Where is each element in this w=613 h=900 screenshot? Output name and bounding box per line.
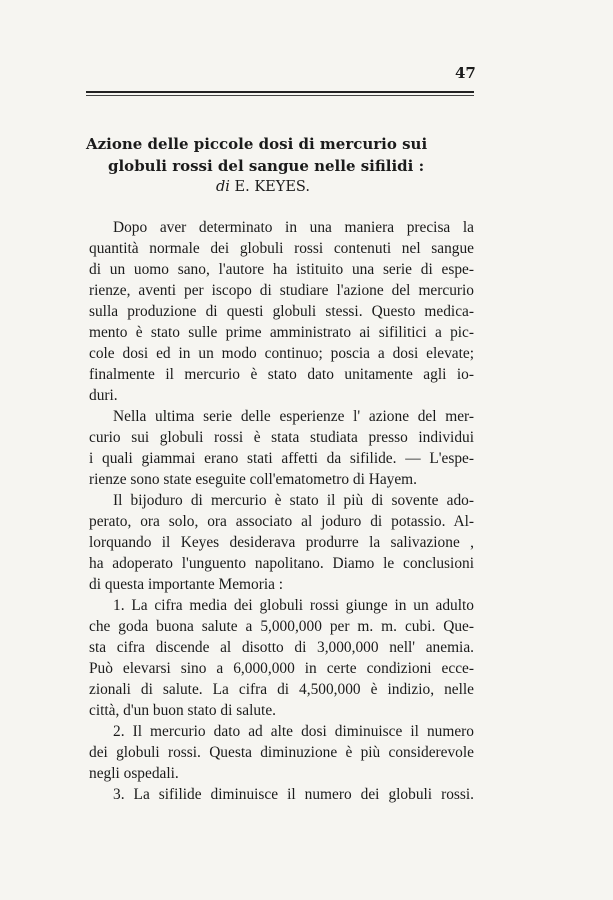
- text-line: Può elevarsi sino a 6,000,000 in certe condizioni ecce-: [89, 660, 474, 677]
- author-prefix: di: [216, 179, 230, 195]
- text-line: Dopo aver determinato in una maniera precisa la: [113, 219, 474, 236]
- text-line: mento è stato sulle prime amministrato ai sifilitici a pic-: [89, 324, 474, 341]
- text-line: i quali giammai erano stati affetti da sifilide. — L'espe-: [89, 450, 474, 467]
- text-line: quantità normale dei globuli rossi contenuti nel sangue: [89, 240, 474, 257]
- text-line: Il bijoduro di mercurio è stato il più di sovente ado-: [113, 492, 474, 509]
- text-line: perato, ora solo, ora associato al joduro di potassio. Al-: [89, 513, 474, 530]
- author-name: E. KEYES.: [234, 179, 310, 195]
- text-line: sulla produzione di questi globuli stessi. Questo medica-: [89, 303, 474, 320]
- text-line: ha adoperato l'unguento napolitano. Diamo le conclusioni: [89, 555, 474, 572]
- text-line: duri.: [89, 387, 118, 404]
- text-line: sta cifra discende al disotto di 3,000,000 nell' anemia.: [89, 639, 474, 656]
- text-line: negli ospedali.: [89, 765, 179, 782]
- text-line: 2. Il mercurio dato ad alte dosi diminuisce il numero: [113, 723, 474, 740]
- article-author: [216, 179, 310, 195]
- text-line: Nella ultima serie delle esperienze l' azione del mer-: [113, 408, 474, 425]
- text-line: rienze sono state eseguite coll'ematometro di Hayem.: [89, 471, 417, 488]
- text-line: che goda buona salute a 5,000,000 per m. m. cubi. Que-: [89, 618, 474, 635]
- header-rule: [86, 91, 474, 93]
- text-line: curio sui globuli rossi è stata studiata presso individui: [89, 429, 474, 446]
- text-line: zionali di salute. La cifra di 4,500,000 è indizio, nelle: [89, 681, 474, 698]
- text-line: 3. La sifilide diminuisce il numero dei globuli rossi.: [113, 786, 474, 803]
- text-line: 1. La cifra media dei globuli rossi giunge in un adulto: [113, 597, 474, 614]
- text-line: dei globuli rossi. Questa diminuzione è più considerevole: [89, 744, 474, 761]
- article-title-line-2: globuli rossi del sangue nelle sifilidi :: [108, 157, 425, 175]
- article-body: [89, 217, 474, 805]
- text-line: di un uomo sano, l'autore ha istituito una serie di espe-: [89, 261, 474, 278]
- text-line: finalmente il mercurio è stato dato unitamente agli io-: [89, 366, 474, 383]
- text-line: lorquando il Keyes desiderava produrre la salivazione ,: [89, 534, 474, 551]
- article-title: [86, 133, 476, 177]
- text-line: città, d'un buon stato di salute.: [89, 702, 277, 719]
- article-title-line-1: Azione delle piccole dosi di mercurio sui: [86, 135, 428, 153]
- text-line: di questa importante Memoria :: [89, 576, 284, 593]
- text-line: cole dosi ed in un modo continuo; poscia a dosi elevate;: [89, 345, 474, 362]
- header-rule-thin: [86, 95, 474, 96]
- page-number: 47: [455, 64, 476, 82]
- text-line: rienze, aventi per iscopo di studiare l'azione del mercurio: [89, 282, 474, 299]
